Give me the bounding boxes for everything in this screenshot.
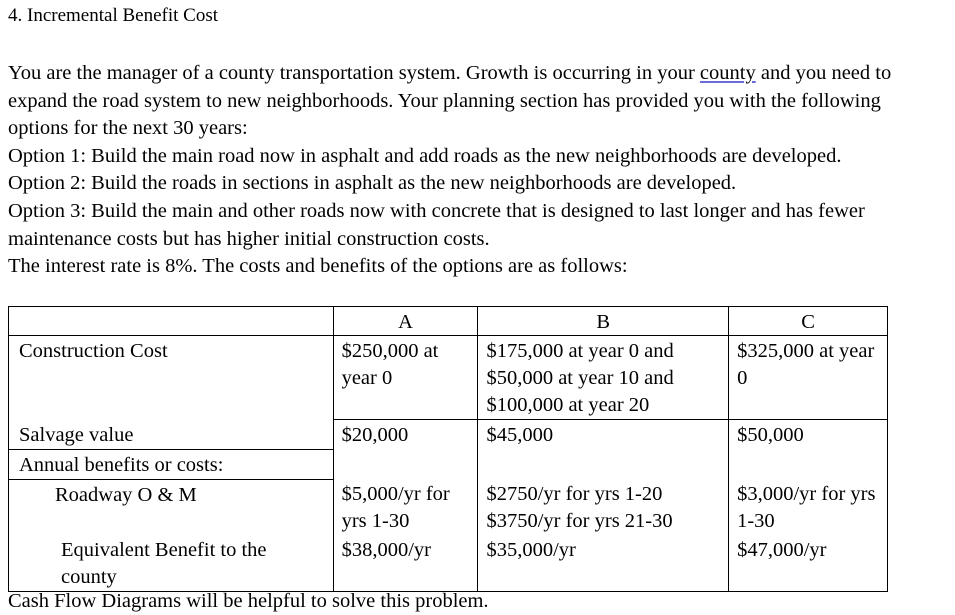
salvage-label: Salvage value bbox=[9, 420, 334, 450]
construction-a: $250,000 at year 0 bbox=[333, 336, 478, 420]
page-heading: 4. Incremental Benefit Cost bbox=[8, 5, 218, 26]
roadway-c: $3,000/yr for yrs 1-30 bbox=[737, 483, 876, 532]
equivalent-c: $47,000/yr bbox=[737, 539, 827, 561]
equivalent-label: Equivalent Benefit to the county bbox=[9, 535, 334, 592]
annual-a-empty bbox=[333, 449, 478, 479]
header-option-c: C bbox=[729, 307, 888, 336]
header-empty bbox=[9, 307, 334, 336]
annual-row bbox=[9, 449, 888, 479]
roadway-label: Roadway O & M bbox=[9, 479, 334, 535]
construction-b: $175,000 at year 0 and $50,000 at year 10 and $100,000 at year 20 bbox=[478, 336, 729, 420]
annual-c-empty bbox=[729, 449, 888, 479]
roadway-b-line2: $3750/yr for yrs 21-30 bbox=[486, 510, 673, 532]
header-option-a: A bbox=[333, 307, 478, 336]
equivalent-b: $35,000/yr bbox=[478, 535, 729, 592]
equivalent-a: $38,000/yr bbox=[333, 535, 478, 592]
problem-statement bbox=[8, 60, 943, 281]
equivalent-row bbox=[9, 535, 888, 592]
option-1: Option 1: Build the main road now in asphalt and add roads as the new neighborhoods are developed. bbox=[8, 144, 842, 167]
annual-label: Annual benefits or costs: bbox=[9, 449, 334, 479]
roadway-b bbox=[478, 479, 729, 535]
salvage-a: $20,000 bbox=[333, 420, 478, 450]
salvage-c: $50,000 bbox=[729, 420, 888, 450]
header-option-b: B bbox=[478, 307, 729, 336]
annual-b-empty bbox=[478, 449, 729, 479]
salvage-row bbox=[9, 420, 888, 450]
roadway-row bbox=[9, 479, 888, 535]
header-row bbox=[9, 307, 888, 336]
options-table bbox=[8, 306, 888, 592]
roadway-b-line1: $2750/yr for yrs 1-20 bbox=[486, 483, 663, 505]
intro-paragraph bbox=[8, 60, 943, 143]
intro-text: You are the manager of a county transportation system. Growth is occurring in your bbox=[8, 62, 700, 84]
footer-note: Cash Flow Diagrams will be helpful to solve this problem. bbox=[8, 590, 489, 612]
construction-row bbox=[9, 336, 888, 420]
construction-c: $325,000 at year 0 bbox=[737, 340, 875, 389]
intro-text-rest: and you need to expand the road system to new neighborhoods. Your planning section has provided you with the following options for the next 30 years: bbox=[8, 62, 892, 140]
option-2: Option 2: Build the roads in sections in asphalt as the new neighborhoods are developed. bbox=[8, 172, 737, 195]
roadway-a: $5,000/yr for yrs 1-30 bbox=[333, 479, 478, 535]
interest-rate-line: The interest rate is 8%. The costs and benefits of the options are as follows: bbox=[8, 255, 628, 278]
option-3: Option 3: Build the main and other roads now with concrete that is designed to last longer and has fewer maintenance costs but has higher initial construction costs. bbox=[8, 199, 865, 250]
construction-label: Construction Cost bbox=[9, 336, 334, 420]
salvage-b: $45,000 bbox=[478, 420, 729, 450]
county-word: county bbox=[699, 62, 756, 84]
